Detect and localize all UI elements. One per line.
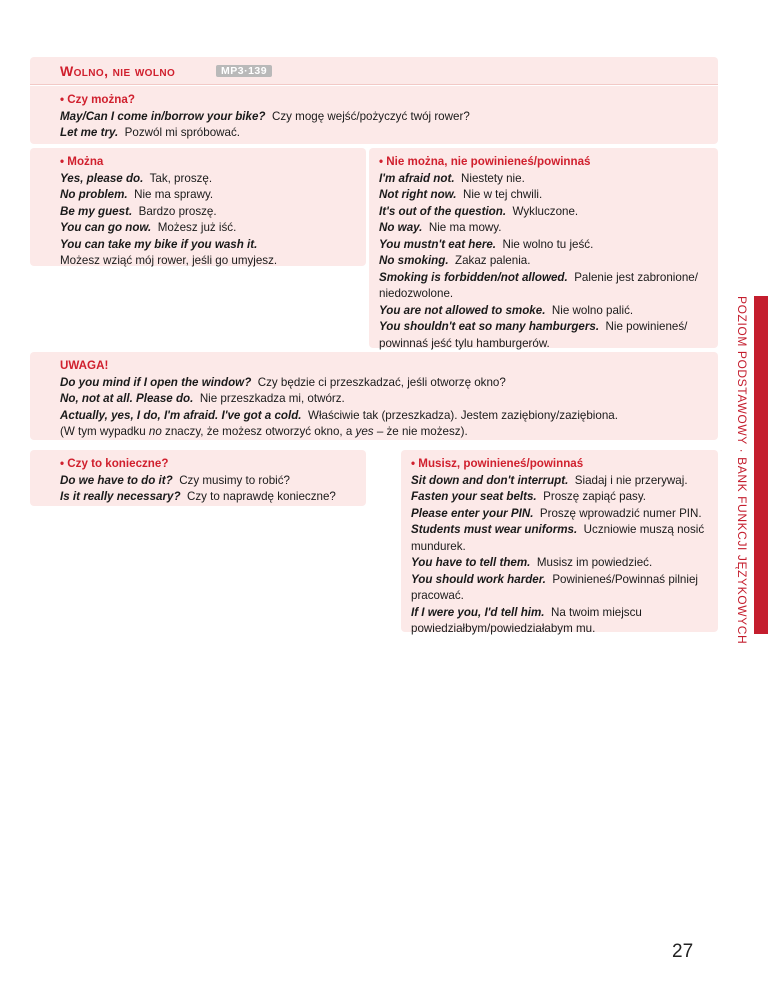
phrase-line: You can take my bike if you wash it. <box>60 237 258 251</box>
phrase-line: powiedziałbym/powiedziałabym mu. <box>411 622 596 635</box>
phrase-line: You have to tell them. Musisz im powiedzieć. <box>411 556 653 569</box>
phrase-line: Fasten your seat belts. Proszę zapiąć pasy. <box>411 490 646 503</box>
mp3-badge[interactable]: MP3·139 <box>216 65 272 77</box>
phrase-line: Let me try. Pozwól mi spróbować. <box>60 126 240 139</box>
section-title: Wolno, nie wolno <box>60 63 176 79</box>
phrase-line: Students must wear uniforms. Uczniowie muszą nosić <box>411 523 705 536</box>
page-number: 27 <box>672 941 694 962</box>
phrase-line: Yes, please do. Tak, proszę. <box>60 171 213 185</box>
phrase-line: It's out of the question. Wykluczone. <box>379 204 579 218</box>
side-chapter-label: POZIOM PODSTAWOWY · BANK FUNKCJI JĘZYKOWYCH <box>735 296 749 645</box>
phrase-line: Be my guest. Bardzo proszę. <box>60 204 217 218</box>
heading-konieczne: • Czy to konieczne? <box>60 457 169 470</box>
phrase-line: No problem. Nie ma sprawy. <box>60 188 214 201</box>
heading-musisz: • Musisz, powinieneś/powinnaś <box>411 457 584 470</box>
box-czy-mozna <box>30 86 718 144</box>
phrase-line: No, not at all. Please do. Nie przeszkadza mi, otwórz. <box>60 392 345 405</box>
phrase-line: You should work harder. Powinieneś/Powinnaś pilniej <box>411 572 698 586</box>
phrase-line: You shouldn't eat so many hamburgers. Nie powinieneś/ <box>379 320 688 333</box>
heading-mozna: • Można <box>60 155 104 168</box>
phrase-line: You are not allowed to smoke. Nie wolno palić. <box>379 303 634 317</box>
phrase-line: niedozwolone. <box>379 287 454 300</box>
phrase-line: Not right now. Nie w tej chwili. <box>379 188 543 201</box>
phrase-line: I'm afraid not. Niestety nie. <box>379 171 525 185</box>
phrase-line: No way. Nie ma mowy. <box>379 221 502 234</box>
phrase-line: pracować. <box>411 589 464 602</box>
heading-uwaga: UWAGA! <box>60 359 109 372</box>
phrase-line: Możesz wziąć mój rower, jeśli go umyjesz. <box>60 254 278 267</box>
phrase-line: mundurek. <box>411 539 466 553</box>
phrase-line: Actually, yes, I do, I'm afraid. I've got a cold. Właściwie tak (przeszkadza). Jestem zaziębiony/zaziębiona. <box>60 408 618 422</box>
box-mozna <box>30 148 366 266</box>
phrase-line: No smoking. Zakaz palenia. <box>379 254 531 267</box>
section-title-bar <box>30 57 718 85</box>
phrase-line: If I were you, I'd tell him. Na twoim miejscu <box>411 605 642 619</box>
phrase-line: powinnaś jeść tylu hamburgerów. <box>379 336 550 350</box>
phrase-line: Do you mind if I open the window? Czy będzie ci przeszkadzać, jeśli otworzę okno? <box>60 375 506 389</box>
box-musisz <box>401 450 718 635</box>
phrase-line: Sit down and don't interrupt. Siadaj i nie przerywaj. <box>411 473 688 487</box>
phrase-line: Please enter your PIN. Proszę wprowadzić numer PIN. <box>411 506 702 520</box>
phrase-line: Is it really necessary? Czy to naprawdę konieczne? <box>60 490 336 503</box>
box-konieczne <box>30 450 366 506</box>
heading-nie-mozna: • Nie można, nie powinieneś/powinnaś <box>379 155 591 168</box>
phrase-line: Smoking is forbidden/not allowed. Palenie jest zabronione/ <box>379 270 698 284</box>
phrase-line: Do we have to do it? Czy musimy to robić? <box>60 473 290 487</box>
uwaga-note: (W tym wypadku no znaczy, że możesz otworzyć okno, a yes – że nie możesz). <box>60 425 468 438</box>
phrase-line: You mustn't eat here. Nie wolno tu jeść. <box>379 237 594 251</box>
box-uwaga <box>30 352 718 440</box>
box-nie-mozna <box>369 148 718 348</box>
heading-czy-mozna: • Czy można? <box>60 93 135 106</box>
side-color-tab <box>754 296 768 634</box>
phrase-line: You can go now. Możesz już iść. <box>60 221 237 234</box>
phrase-line: May/Can I come in/borrow your bike? Czy mogę wejść/pożyczyć twój rower? <box>60 109 470 123</box>
